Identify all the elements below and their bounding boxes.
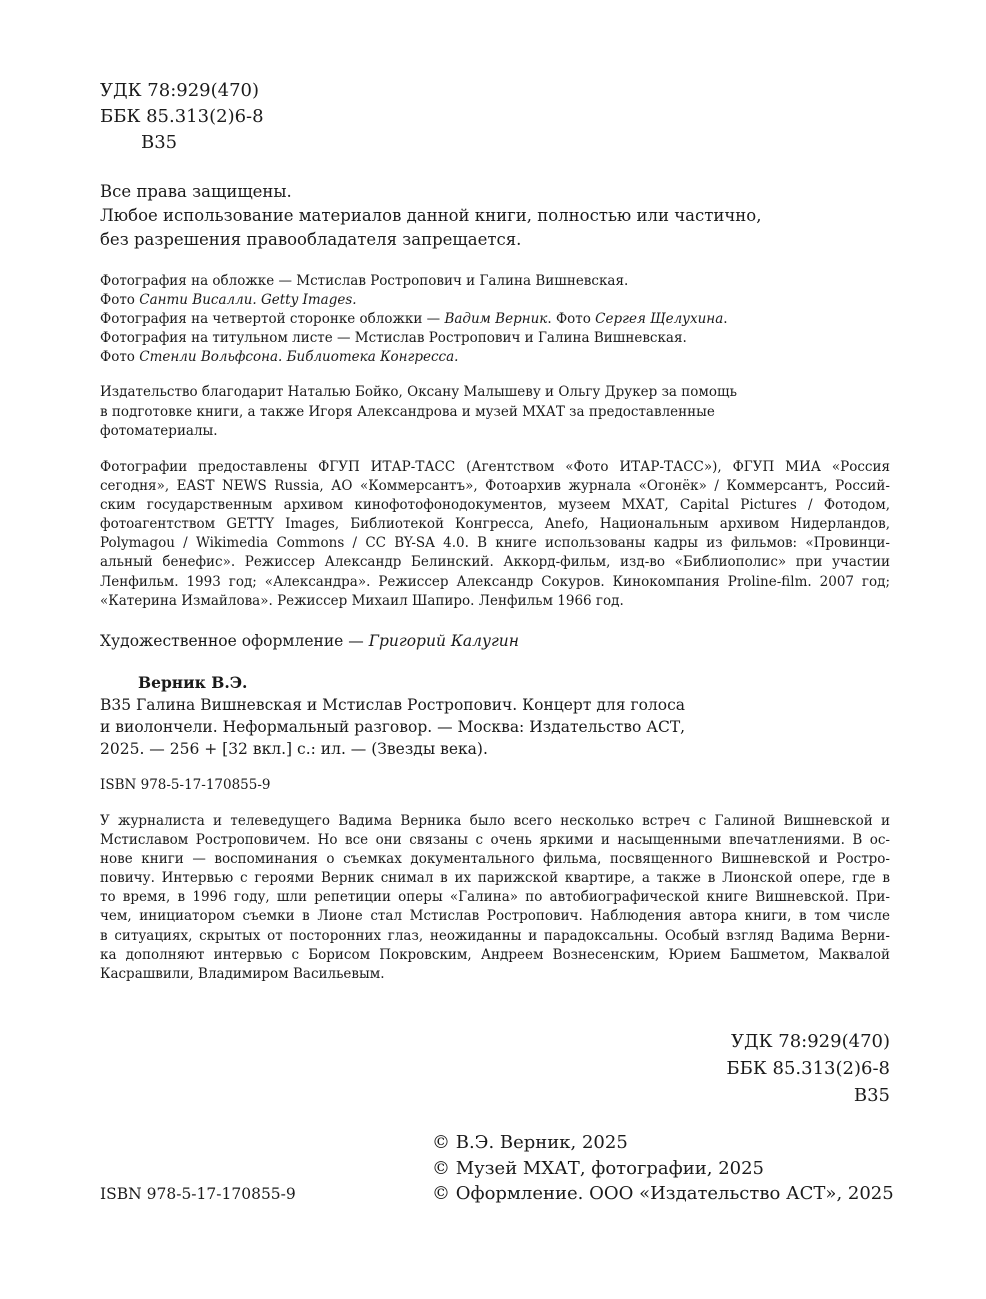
udk-code: УДК 78:929(470) (100, 80, 260, 101)
bib-line: В35 Галина Вишневская и Мстислав Ростропович. Концерт для голоса (100, 696, 685, 714)
copyright-line: © Музей МХАТ, фотографии, 2025 (432, 1157, 764, 1179)
rights-line: без разрешения правообладателя запрещается. (100, 230, 522, 249)
footer-classification-codes (726, 1028, 890, 1109)
thanks-line: Издательство благодарит Наталью Бойко, Оксану Малышеву и Ольгу Друкер за помощь (100, 384, 737, 400)
title-photographer: Фото Стенли Вольфсона. Библиотека Конгресса. (100, 349, 459, 365)
annotation (100, 812, 890, 984)
annotation-line: Касрашвили, Владимиром Васильевым. (100, 965, 385, 982)
annotation-line: ка дополняют интервью с Борисом Покровским, Андреем Вознесенским, Юрием Башметом, Маквалой (100, 946, 890, 963)
annotation-line: повичу. Интервью с героями Верник снимал в их парижской квартире, а также в Лионской опере, где в (100, 870, 890, 887)
cover-photo-credit: Фотография на обложке — Мстислав Ростропович и Галина Вишневская. (100, 273, 629, 289)
photo-sources (100, 458, 890, 611)
annotation-line: нове книги — воспоминания о съемках документального фильма, посвященного Вишневской и Ростро- (100, 851, 890, 868)
bib-author: Верник В.Э. (138, 673, 248, 692)
annotation-line: чем, инициатором съемки в Лионе стал Мстислав Ростропович. Наблюдения автора книги, в том числе (100, 908, 890, 925)
sources-line: Polymagou / Wikimedia Commons / CC BY-SA 4.0. В книге использованы кадры из фильмов: «Провинци- (100, 535, 890, 552)
back-cover-credit: Фотография на четвертой сторонке обложки — Вадим Верник. Фото Сергея Щелухина. (100, 311, 728, 327)
bib-line: и виолончели. Неформальный разговор. — Москва: Издательство АСТ, (100, 718, 686, 736)
copyright-block (432, 1130, 894, 1207)
copyright-line: © Оформление. ООО «Издательство АСТ», 2025 (432, 1183, 894, 1204)
rights-line: Все права защищены. (100, 182, 292, 201)
footer-bbk: ББК 85.313(2)6-8 (726, 1058, 890, 1079)
sources-line: ским государственным архивом кинофотофонодокументов, музеем МХАТ, Capital Pictures / Фотодом, (100, 497, 890, 514)
sources-line: фотоагентством GETTY Images, Библиотекой Конгресса, Anefo, Национальным архивом Нидерландов, (100, 516, 890, 533)
footer-udk: УДК 78:929(470) (730, 1031, 890, 1052)
annotation-line: то время, в 1996 году, шли репетиции оперы «Галина» по автобиографической книге Вишневской. При- (100, 889, 890, 906)
thanks-line: в подготовке книги, а также Игоря Александрова и музей МХАТ за предоставленные (100, 403, 715, 420)
title-page-credit: Фотография на титульном листе — Мстислав Ростропович и Галина Вишневская. (100, 330, 687, 346)
sources-line: сегодня», EAST NEWS Russia, АО «Коммерсантъ», Фотоархив журнала «Огонёк» / Коммерсантъ, Россий- (100, 478, 890, 495)
acknowledgements (100, 383, 737, 442)
designer-name: Григорий Калугин (368, 632, 519, 650)
footer-author-sign: В35 (853, 1085, 890, 1106)
cover-photographer: Фото Санти Висалли. Getty Images. (100, 292, 357, 308)
photo-credits (100, 272, 728, 367)
annotation-line: в ситуациях, скрытых от посторонних глаз, неожиданны и парадоксальны. Особый взгляд Вадима Верни- (100, 927, 890, 944)
bib-line: 2025. — 256 + [32 вкл.] с.: ил. — (Звезды века). (100, 740, 488, 758)
annotation-line: Мстиславом Ростроповичем. Но все они связаны с очень яркими и насыщенными впечатлениями. В ос- (100, 832, 890, 849)
art-design-credit: Художественное оформление — Григорий Калугин (100, 632, 519, 650)
isbn-footer: ISBN 978-5-17-170855-9 (100, 1185, 296, 1203)
sources-line: Ленфильм. 1993 год; «Александра». Режиссер Александр Сокуров. Кинокомпания Proline-film. 2007 год; (100, 573, 890, 590)
sources-line: «Катерина Измайлова». Режиссер Михаил Шапиро. Ленфильм 1966 год. (100, 592, 624, 609)
annotation-line: У журналиста и телеведущего Вадима Верника было всего несколько встреч с Галиной Вишневской и (100, 813, 890, 829)
rights-line: Любое использование материалов данной книги, полностью или частично, (100, 206, 762, 225)
copyright-line: © В.Э. Верник, 2025 (432, 1132, 628, 1153)
bibliographic-record (100, 672, 685, 760)
thanks-line: фотоматериалы. (100, 423, 218, 439)
author-sign: В35 (141, 132, 178, 153)
isbn-small: ISBN 978-5-17-170855-9 (100, 777, 271, 793)
bbk-code: ББК 85.313(2)6-8 (100, 106, 264, 127)
sources-line: альный бенефис». Режиссер Александр Белинский. Аккорд-фильм, изд-во «Библиополис» при участии (100, 554, 890, 571)
sources-line: Фотографии предоставлены ФГУП ИТАР-ТАСС (Агентством «Фото ИТАР-ТАСС»), ФГУП МИА «Россия (100, 459, 890, 475)
rights-notice (100, 180, 761, 252)
classification-codes (100, 78, 264, 156)
